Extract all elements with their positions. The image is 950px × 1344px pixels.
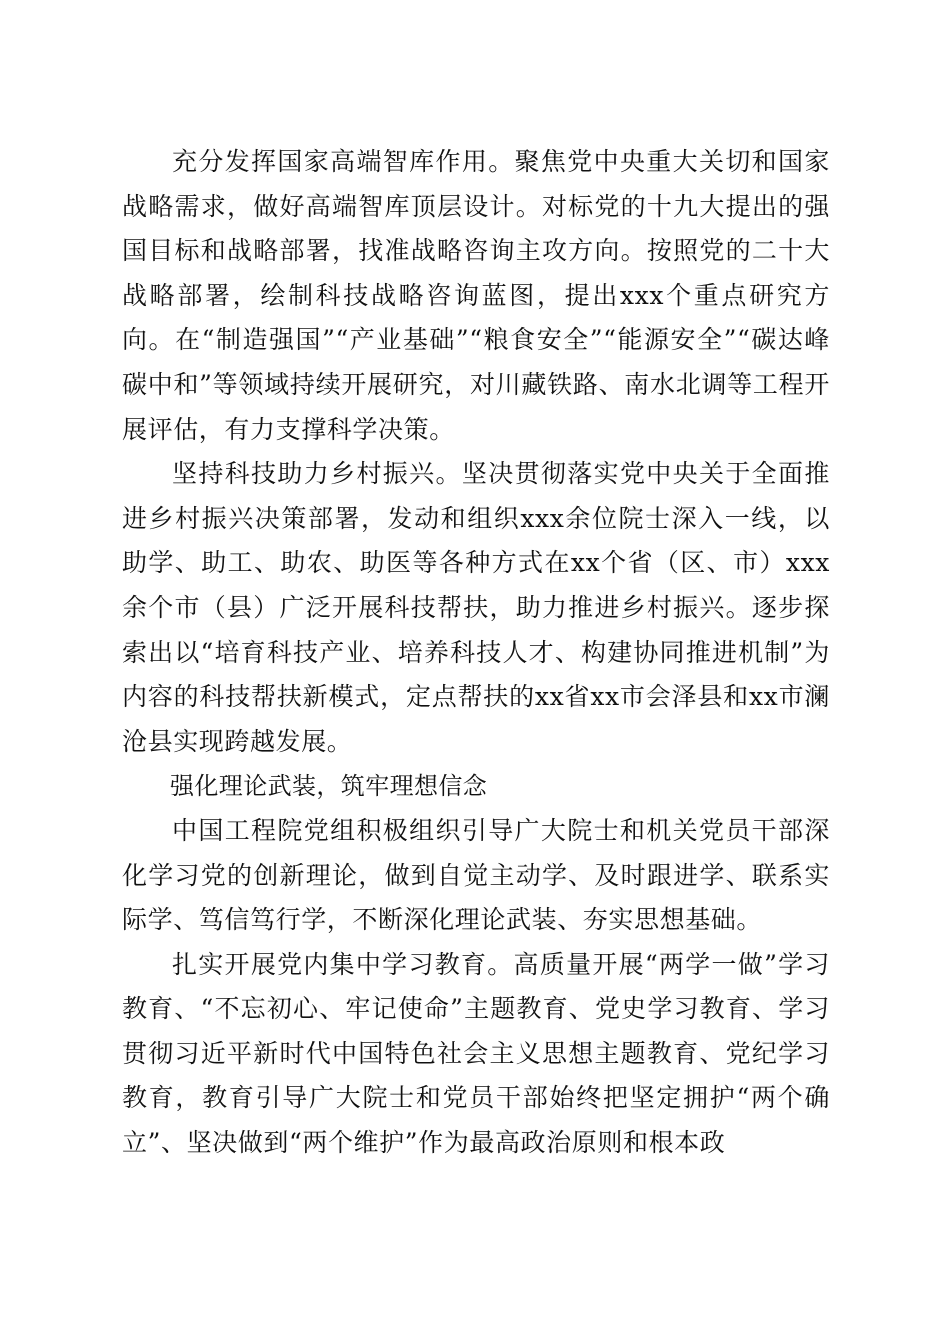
- document-body: [122, 140, 830, 1166]
- paragraph-theory-study: 中国工程院党组积极组织引导广大院士和机关党员干部深化学习党的创新理论，做到自觉主动学、及时跟进学、联系实际学、笃信笃行学，不断深化理论武装、夯实思想基础。: [122, 815, 830, 935]
- paragraph-rural-revitalization: 坚持科技助力乡村振兴。坚决贯彻落实党中央关于全面推进乡村振兴决策部署，发动和组织xxx余位院士深入一线，以助学、助工、助农、助医等各种方式在xx个省（区、市）xxx余个市（县）广泛开展科技帮扶，助力推进乡村振兴。逐步探索出以“培育科技产业、培养科技人才、构建协同推进机制”为内容的科技帮扶新模式，定点帮扶的xx省xx市会泽县和xx市澜沧县实现跨越发展。: [122, 459, 830, 756]
- paragraph-think-tank: 充分发挥国家高端智库作用。聚焦党中央重大关切和国家战略需求，做好高端智库顶层设计。对标党的十九大提出的强国目标和战略部署，找准战略咨询主攻方向。按照党的二十大战略部署，绘制科技战略咨询蓝图，提出xxx个重点研究方向。在“制造强国”“产业基础”“粮食安全”“能源安全”“碳达峰碳中和”等领域持续开展研究，对川藏铁路、南水北调等工程开展评估，有力支撑科学决策。: [122, 147, 830, 444]
- paragraph-party-education: 扎实开展党内集中学习教育。高质量开展“两学一做”学习教育、“不忘初心、牢记使命”主题教育、党史学习教育、学习贯彻习近平新时代中国特色社会主义思想主题教育、党纪学习教育，教育引导广大院士和党员干部始终把坚定拥护“两个确立”、坚决做到“两个维护”作为最高政治原则和根本政: [122, 949, 830, 1158]
- section-heading: 强化理论武装，筑牢理想信念: [170, 772, 488, 801]
